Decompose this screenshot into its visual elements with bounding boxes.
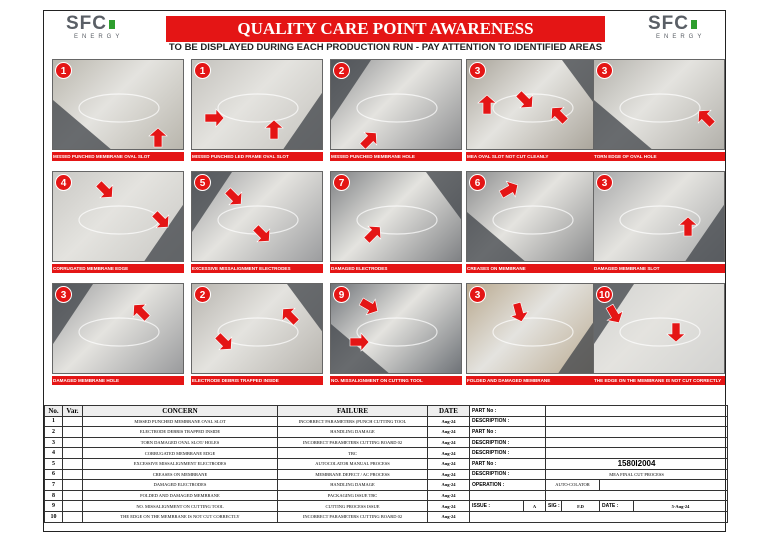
table-row xyxy=(45,469,728,480)
info-label: DESCRIPTION : xyxy=(470,469,546,480)
info-label: OPERATION : xyxy=(470,480,546,491)
red-arrow-icon xyxy=(357,294,382,319)
info-label: DESCRIPTION : xyxy=(470,416,546,427)
red-arrow-icon xyxy=(149,128,167,147)
row-failure: CUTTING PROCESS ISSUE xyxy=(278,501,428,512)
logo-mark-icon xyxy=(109,20,115,29)
info-value xyxy=(546,437,728,448)
photo-card xyxy=(466,59,598,167)
page-title: QUALITY CARE POINT AWARENESS xyxy=(166,16,605,42)
photo-card xyxy=(330,283,462,391)
membrane-slot xyxy=(79,206,159,234)
row-failure: INCORRECT PARAMETERS CUTTING BOARD 02 xyxy=(278,511,428,522)
membrane-slot xyxy=(357,94,437,122)
photo-caption: NO. MISSALIGNMENT ON CUTTING TOOL xyxy=(330,376,462,385)
row-concern: FOLDED AND DAMAGED MEMBRANE xyxy=(83,490,278,501)
info-label: DESCRIPTION : xyxy=(470,437,546,448)
photo-caption: ELECTRODE DEBRIS TRAPPED INSIDE xyxy=(191,376,323,385)
row-failure: INCORRECT PARAMETERS CUTTING BOARD 02 xyxy=(278,437,428,448)
logo-text: SFC xyxy=(66,14,134,34)
row-failure: AUTOCOLATOR MANUAL PROCESS xyxy=(278,458,428,469)
row-var xyxy=(63,448,83,459)
table-row xyxy=(45,511,728,522)
row-number: 7 xyxy=(45,480,63,491)
row-concern: EXCESSIVE MISSALIGNMENT ELECTRODES xyxy=(83,458,278,469)
row-concern: NO. MISSALIGNMENT ON CUTTING TOOL xyxy=(83,501,278,512)
row-failure: INCORRECT PARAMETERS (PUNCH CUTTING TOOL xyxy=(278,416,428,427)
table-row xyxy=(45,427,728,438)
step-number-badge: 1 xyxy=(55,62,72,79)
issue-value: A xyxy=(524,501,546,512)
step-number-badge: 1 xyxy=(194,62,211,79)
photo-caption: MISSED PUNCHED MEMBRANE OVAL SLOT xyxy=(52,152,184,161)
row-var xyxy=(63,416,83,427)
sig-value: F.D xyxy=(562,501,600,512)
photo-overlay xyxy=(467,284,598,374)
concern-table xyxy=(44,405,728,523)
red-arrow-icon xyxy=(497,177,522,202)
membrane-slot xyxy=(79,94,159,122)
membrane-slot xyxy=(357,206,437,234)
row-number: 3 xyxy=(45,437,63,448)
row-date: Aug-24 xyxy=(428,501,470,512)
photo-caption: DAMAGED MEMBRANE HOLE xyxy=(52,376,184,385)
row-var xyxy=(63,480,83,491)
step-number-badge: 2 xyxy=(333,62,350,79)
logo-sub: ENERGY xyxy=(656,34,706,40)
photo-overlay xyxy=(192,284,323,374)
photo-card xyxy=(593,59,725,167)
table-row xyxy=(45,437,728,448)
photo-overlay xyxy=(594,60,725,150)
info-blank xyxy=(600,480,728,491)
info-label xyxy=(470,490,546,501)
defect-photo xyxy=(52,171,184,262)
step-number-badge: 10 xyxy=(596,286,613,303)
sfc-logo-right xyxy=(648,14,716,44)
photo-overlay xyxy=(192,172,323,262)
defect-photo xyxy=(52,283,184,374)
photo-overlay xyxy=(53,172,184,262)
step-number-badge: 3 xyxy=(55,286,72,303)
info-value xyxy=(546,490,728,501)
photo-overlay xyxy=(594,172,725,262)
photo-overlay xyxy=(331,284,462,374)
step-number-badge: 3 xyxy=(596,62,613,79)
photo-card xyxy=(52,171,184,279)
table-row xyxy=(45,501,728,512)
photo-overlay xyxy=(192,60,323,150)
photo-overlay xyxy=(53,60,184,150)
logo-mark-icon xyxy=(691,20,697,29)
defect-photo xyxy=(593,59,725,150)
row-date: Aug-24 xyxy=(428,511,470,522)
page-subtitle: TO BE DISPLAYED DURING EACH PRODUCTION RUN - PAY ATTENTION TO IDENTIFIED AREAS xyxy=(168,42,603,53)
row-concern: DAMAGED ELECTRODES xyxy=(83,480,278,491)
tool-surface xyxy=(467,212,527,262)
defect-photo xyxy=(191,171,323,262)
row-0-value xyxy=(546,406,728,417)
photo-card xyxy=(593,283,725,391)
photo-overlay xyxy=(594,284,725,374)
row-concern: THE EDGE ON THE MEMBRANE IS NOT CUT CORRECTLY xyxy=(83,511,278,522)
photo-card xyxy=(466,283,598,391)
row-0-label: PART No : xyxy=(470,406,546,417)
table-row xyxy=(45,416,728,427)
membrane-slot xyxy=(218,94,298,122)
row-concern: TORN DAMAGED OVAL SLOT/ HOLES xyxy=(83,437,278,448)
photo-caption: DAMAGED MEMBRANE SLOT xyxy=(593,264,725,273)
row-failure: HANDLING DAMAGE xyxy=(278,480,428,491)
row-number: 9 xyxy=(45,501,63,512)
photo-overlay xyxy=(331,60,462,150)
photo-caption: MISSED PUNCHED LED FRAME OVAL SLOT xyxy=(191,152,323,161)
photo-overlay xyxy=(53,284,184,374)
info-label: PART No : xyxy=(470,427,546,438)
step-number-badge: 3 xyxy=(596,174,613,191)
step-number-badge: 3 xyxy=(469,286,486,303)
row-number: 4 xyxy=(45,448,63,459)
step-number-badge: 2 xyxy=(194,286,211,303)
step-number-badge: 3 xyxy=(469,62,486,79)
issue-label: ISSUE : xyxy=(470,501,524,512)
row-var xyxy=(63,490,83,501)
tool-surface xyxy=(594,100,654,150)
info-value: 1580I2004 xyxy=(546,458,728,469)
red-arrow-icon xyxy=(265,120,283,139)
row-failure: TBC xyxy=(278,448,428,459)
photo-card xyxy=(330,59,462,167)
row-date: Aug-24 xyxy=(428,437,470,448)
defect-photo xyxy=(191,283,323,374)
photo-caption: FOLDED AND DAMAGED MEMBRANE xyxy=(466,376,598,385)
row-date: Aug-24 xyxy=(428,469,470,480)
row-date: Aug-24 xyxy=(428,490,470,501)
row-var xyxy=(63,458,83,469)
info-value: MEA FINAL CUT PROCESS xyxy=(546,469,728,480)
row-number: 1 xyxy=(45,416,63,427)
info-value: AUTO-COLATOR xyxy=(546,480,600,491)
info-label: PART No : xyxy=(470,458,546,469)
photo-card xyxy=(330,171,462,279)
red-arrow-icon xyxy=(667,323,685,342)
row-var xyxy=(63,437,83,448)
defect-photo xyxy=(330,171,462,262)
row-date: Aug-24 xyxy=(428,480,470,491)
date-value: 5-Aug-24 xyxy=(634,501,728,512)
row-concern: CREASES ON MEMBRANE xyxy=(83,469,278,480)
photo-overlay xyxy=(467,172,598,262)
header-concern: CONCERN xyxy=(83,406,278,417)
photo-caption: CREASES ON MEMBRANE xyxy=(466,264,598,273)
photo-overlay xyxy=(467,60,598,150)
awareness-sheet xyxy=(43,10,726,532)
header-var: Var. xyxy=(63,406,83,417)
red-arrow-icon xyxy=(679,217,697,236)
row-date: Aug-24 xyxy=(428,427,470,438)
tool-surface xyxy=(53,100,113,150)
row-var xyxy=(63,501,83,512)
photo-caption: CORRUGATED MEMBRANE EDGE xyxy=(52,264,184,273)
membrane-slot xyxy=(620,94,700,122)
red-arrow-icon xyxy=(205,109,224,127)
photo-caption: MEA OVAL SLOT NOT CUT CLEANLY xyxy=(466,152,598,161)
row-concern: CORRUGATED MEMBRANE EDGE xyxy=(83,448,278,459)
info-label: DESCRIPTION : xyxy=(470,448,546,459)
red-arrow-icon xyxy=(92,177,118,203)
table-row xyxy=(45,480,728,491)
defect-photo xyxy=(593,171,725,262)
logo-text: SFC xyxy=(648,14,716,34)
photo-card xyxy=(52,283,184,391)
photo-overlay xyxy=(331,172,462,262)
photo-card xyxy=(593,171,725,279)
row-var xyxy=(63,469,83,480)
defect-photo xyxy=(330,59,462,150)
row-number: 10 xyxy=(45,511,63,522)
defect-photo xyxy=(466,171,598,262)
membrane-slot xyxy=(620,318,700,346)
row-date: Aug-24 xyxy=(428,416,470,427)
membrane-slot xyxy=(493,318,573,346)
defect-photo xyxy=(330,283,462,374)
membrane-slot xyxy=(493,206,573,234)
row-failure: PACKAGING ISSUE TBC xyxy=(278,490,428,501)
row-date: Aug-24 xyxy=(428,448,470,459)
photo-caption: TORN EDGE OF OVAL HOLE xyxy=(593,152,725,161)
defect-photo xyxy=(593,283,725,374)
red-arrow-icon xyxy=(277,303,303,329)
photo-caption: THE EDGE ON THE MEMBRANE IS NOT CUT CORRECTLY xyxy=(593,376,725,385)
defect-photo xyxy=(191,59,323,150)
defect-photo xyxy=(466,283,598,374)
logo-sub: ENERGY xyxy=(74,34,124,40)
info-blank xyxy=(470,511,728,522)
step-number-badge: 7 xyxy=(333,174,350,191)
row-concern: ELECTRODE DEBRIS TRAPPED INSIDE xyxy=(83,427,278,438)
step-number-badge: 6 xyxy=(469,174,486,191)
info-value xyxy=(546,427,728,438)
sfc-logo-left xyxy=(66,14,134,44)
photo-card xyxy=(191,171,323,279)
defect-photo xyxy=(52,59,184,150)
membrane-slot xyxy=(79,318,159,346)
row-failure: HANDLING DAMAGE xyxy=(278,427,428,438)
red-arrow-icon xyxy=(356,127,382,150)
info-value xyxy=(546,448,728,459)
photo-card xyxy=(191,59,323,167)
photo-caption: DAMAGED ELECTRODES xyxy=(330,264,462,273)
sig-label: SIG : xyxy=(546,501,562,512)
row-number: 5 xyxy=(45,458,63,469)
photo-caption: EXCESSIVE MISSALIGNMENT ELECTRODES xyxy=(191,264,323,273)
date-label: DATE : xyxy=(600,501,634,512)
step-number-badge: 4 xyxy=(55,174,72,191)
header-failure: FAILURE xyxy=(278,406,428,417)
step-number-badge: 9 xyxy=(333,286,350,303)
row-number: 8 xyxy=(45,490,63,501)
header-date: DATE xyxy=(428,406,470,417)
table-row xyxy=(45,490,728,501)
row-number: 6 xyxy=(45,469,63,480)
row-var xyxy=(63,427,83,438)
photo-card xyxy=(466,171,598,279)
row-var xyxy=(63,511,83,522)
red-arrow-icon xyxy=(693,105,719,131)
red-arrow-icon xyxy=(512,87,538,113)
info-value xyxy=(546,416,728,427)
step-number-badge: 5 xyxy=(194,174,211,191)
defect-photo xyxy=(466,59,598,150)
row-concern: MISSED PUNCHED MEMBRANE OVAL SLOT xyxy=(83,416,278,427)
table-row xyxy=(45,458,728,469)
photo-card xyxy=(191,283,323,391)
photo-caption: MISSED PUNCHED MEMBRANE HOLE xyxy=(330,152,462,161)
header-no: No. xyxy=(45,406,63,417)
table-row xyxy=(45,448,728,459)
row-failure: MEMBRANE DEFECT / AC PROCESS xyxy=(278,469,428,480)
red-arrow-icon xyxy=(211,329,237,355)
tool-surface xyxy=(426,172,462,222)
photo-card xyxy=(52,59,184,167)
row-number: 2 xyxy=(45,427,63,438)
row-date: Aug-24 xyxy=(428,458,470,469)
